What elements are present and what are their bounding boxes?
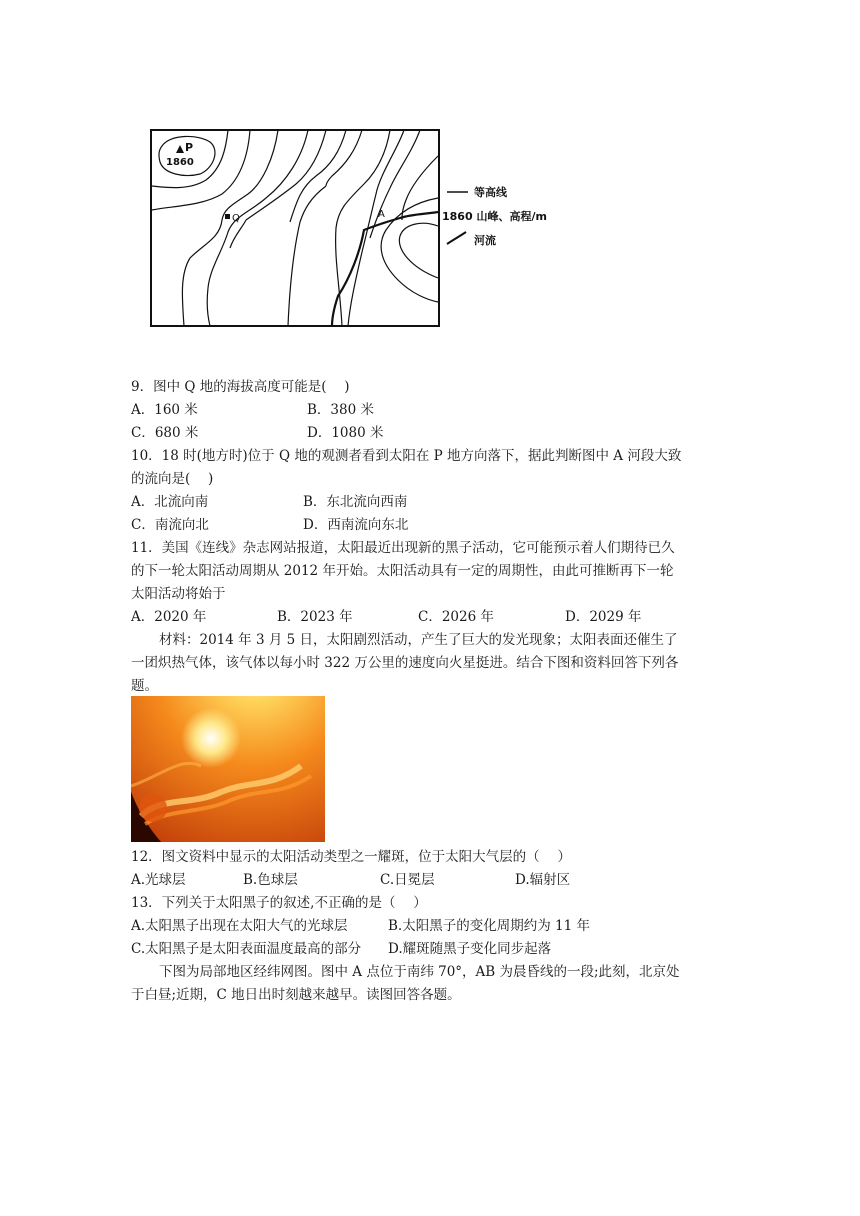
material-line-1: 材料：2014 年 3 月 5 日，太阳剧烈活动，产生了巨大的发光现象；太阳表面还催生了 [159, 632, 678, 648]
intro-line-1: 下图为局部地区经纬网图。图中 A 点位于南纬 70°，AB 为晨昏线的一段;此刻，北京处 [159, 964, 680, 980]
material-line-2: 一团炽热气体，该气体以每小时 322 万公里的速度向火星挺进。结合下图和资料回答下列各 [131, 655, 679, 671]
q9-option-b: B．380 米 [307, 402, 374, 418]
q9-stem: 9．图中 Q 地的海拔高度可能是( ) [131, 379, 350, 395]
legend-contour: 等高线 [474, 186, 507, 199]
point-a-label: A [378, 209, 385, 220]
q13-option-d: D.耀斑随黑子变化同步起落 [388, 941, 552, 957]
q10-options-row-2 [131, 514, 731, 537]
intro-line-2: 于白昼;近期，C 地日出时刻越来越早。读图回答各题。 [131, 987, 461, 1003]
q12-option-c: C.日冕层 [380, 872, 435, 888]
q11-option-a: A．2020 年 [131, 609, 207, 625]
q11-option-b: B．2023 年 [277, 609, 353, 625]
q9-option-d: D．1080 米 [307, 425, 384, 441]
q11-line-3: 太阳活动将始于 [131, 586, 226, 602]
q13-option-a: A.太阳黑子出现在太阳大气的光球层 [131, 918, 348, 934]
q9-option-c: C．680 米 [131, 425, 199, 441]
q12-option-b: B.色球层 [243, 872, 298, 888]
contour-map [150, 128, 570, 328]
q11-options-row [131, 606, 731, 629]
q13-stem: 13．下列关于太阳黑子的叙述,不正确的是（ ） [131, 895, 427, 911]
q13-options-row-2 [131, 938, 731, 961]
questions-12-13 [131, 846, 731, 1007]
peak-elevation: 1860 [166, 157, 194, 168]
q13-options-row-1 [131, 915, 731, 938]
q10-options-row-1 [131, 491, 731, 514]
peak-label: P [185, 141, 194, 154]
questions-9-11 [131, 376, 731, 698]
q13-option-b: B.太阳黑子的变化周期约为 11 年 [388, 918, 590, 934]
q10-stem-line-2: 的流向是( ) [131, 471, 214, 487]
contour-map-drawing [150, 128, 570, 328]
q12-option-a: A.光球层 [131, 872, 186, 888]
q10-option-d: D．西南流向东北 [303, 517, 409, 533]
material-line-3: 题。 [131, 678, 158, 694]
q9-options-row-2 [131, 422, 731, 445]
q12-option-d: D.辐射区 [515, 872, 571, 888]
q13-option-c: C.太阳黑子是太阳表面温度最高的部分 [131, 941, 362, 957]
q11-option-c: C．2026 年 [418, 609, 494, 625]
solar-flare-photo [131, 696, 325, 842]
q9-option-a: A．160 米 [131, 402, 198, 418]
q11-line-2: 的下一轮太阳活动周期从 2012 年开始。太阳活动具有一定的周期性，由此可推断再下一轮 [131, 563, 674, 579]
q12-stem: 12．图文资料中显示的太阳活动类型之一耀斑，位于太阳大气层的（ ） [131, 849, 571, 865]
q11-option-d: D．2029 年 [565, 609, 642, 625]
legend-river: 河流 [474, 234, 496, 247]
q12-options-row [131, 869, 731, 892]
legend-peak: 1860 山峰、高程/m [442, 210, 547, 223]
q10-option-a: A．北流向南 [131, 494, 209, 510]
point-q-marker [225, 214, 230, 219]
q10-stem-line-1: 10．18 时(地方时)位于 Q 地的观测者看到太阳在 P 地方向落下，据此判断图中 A 河段大致 [131, 448, 682, 464]
q10-option-b: B．东北流向西南 [303, 494, 408, 510]
q11-line-1: 11．美国《连线》杂志网站报道，太阳最近出现新的黑子活动，它可能预示着人们期待已久 [131, 540, 675, 556]
q10-option-c: C．南流向北 [131, 517, 209, 533]
q9-options-row-1 [131, 399, 731, 422]
point-q-label: Q [232, 213, 240, 224]
peak-triangle-icon [176, 145, 184, 153]
